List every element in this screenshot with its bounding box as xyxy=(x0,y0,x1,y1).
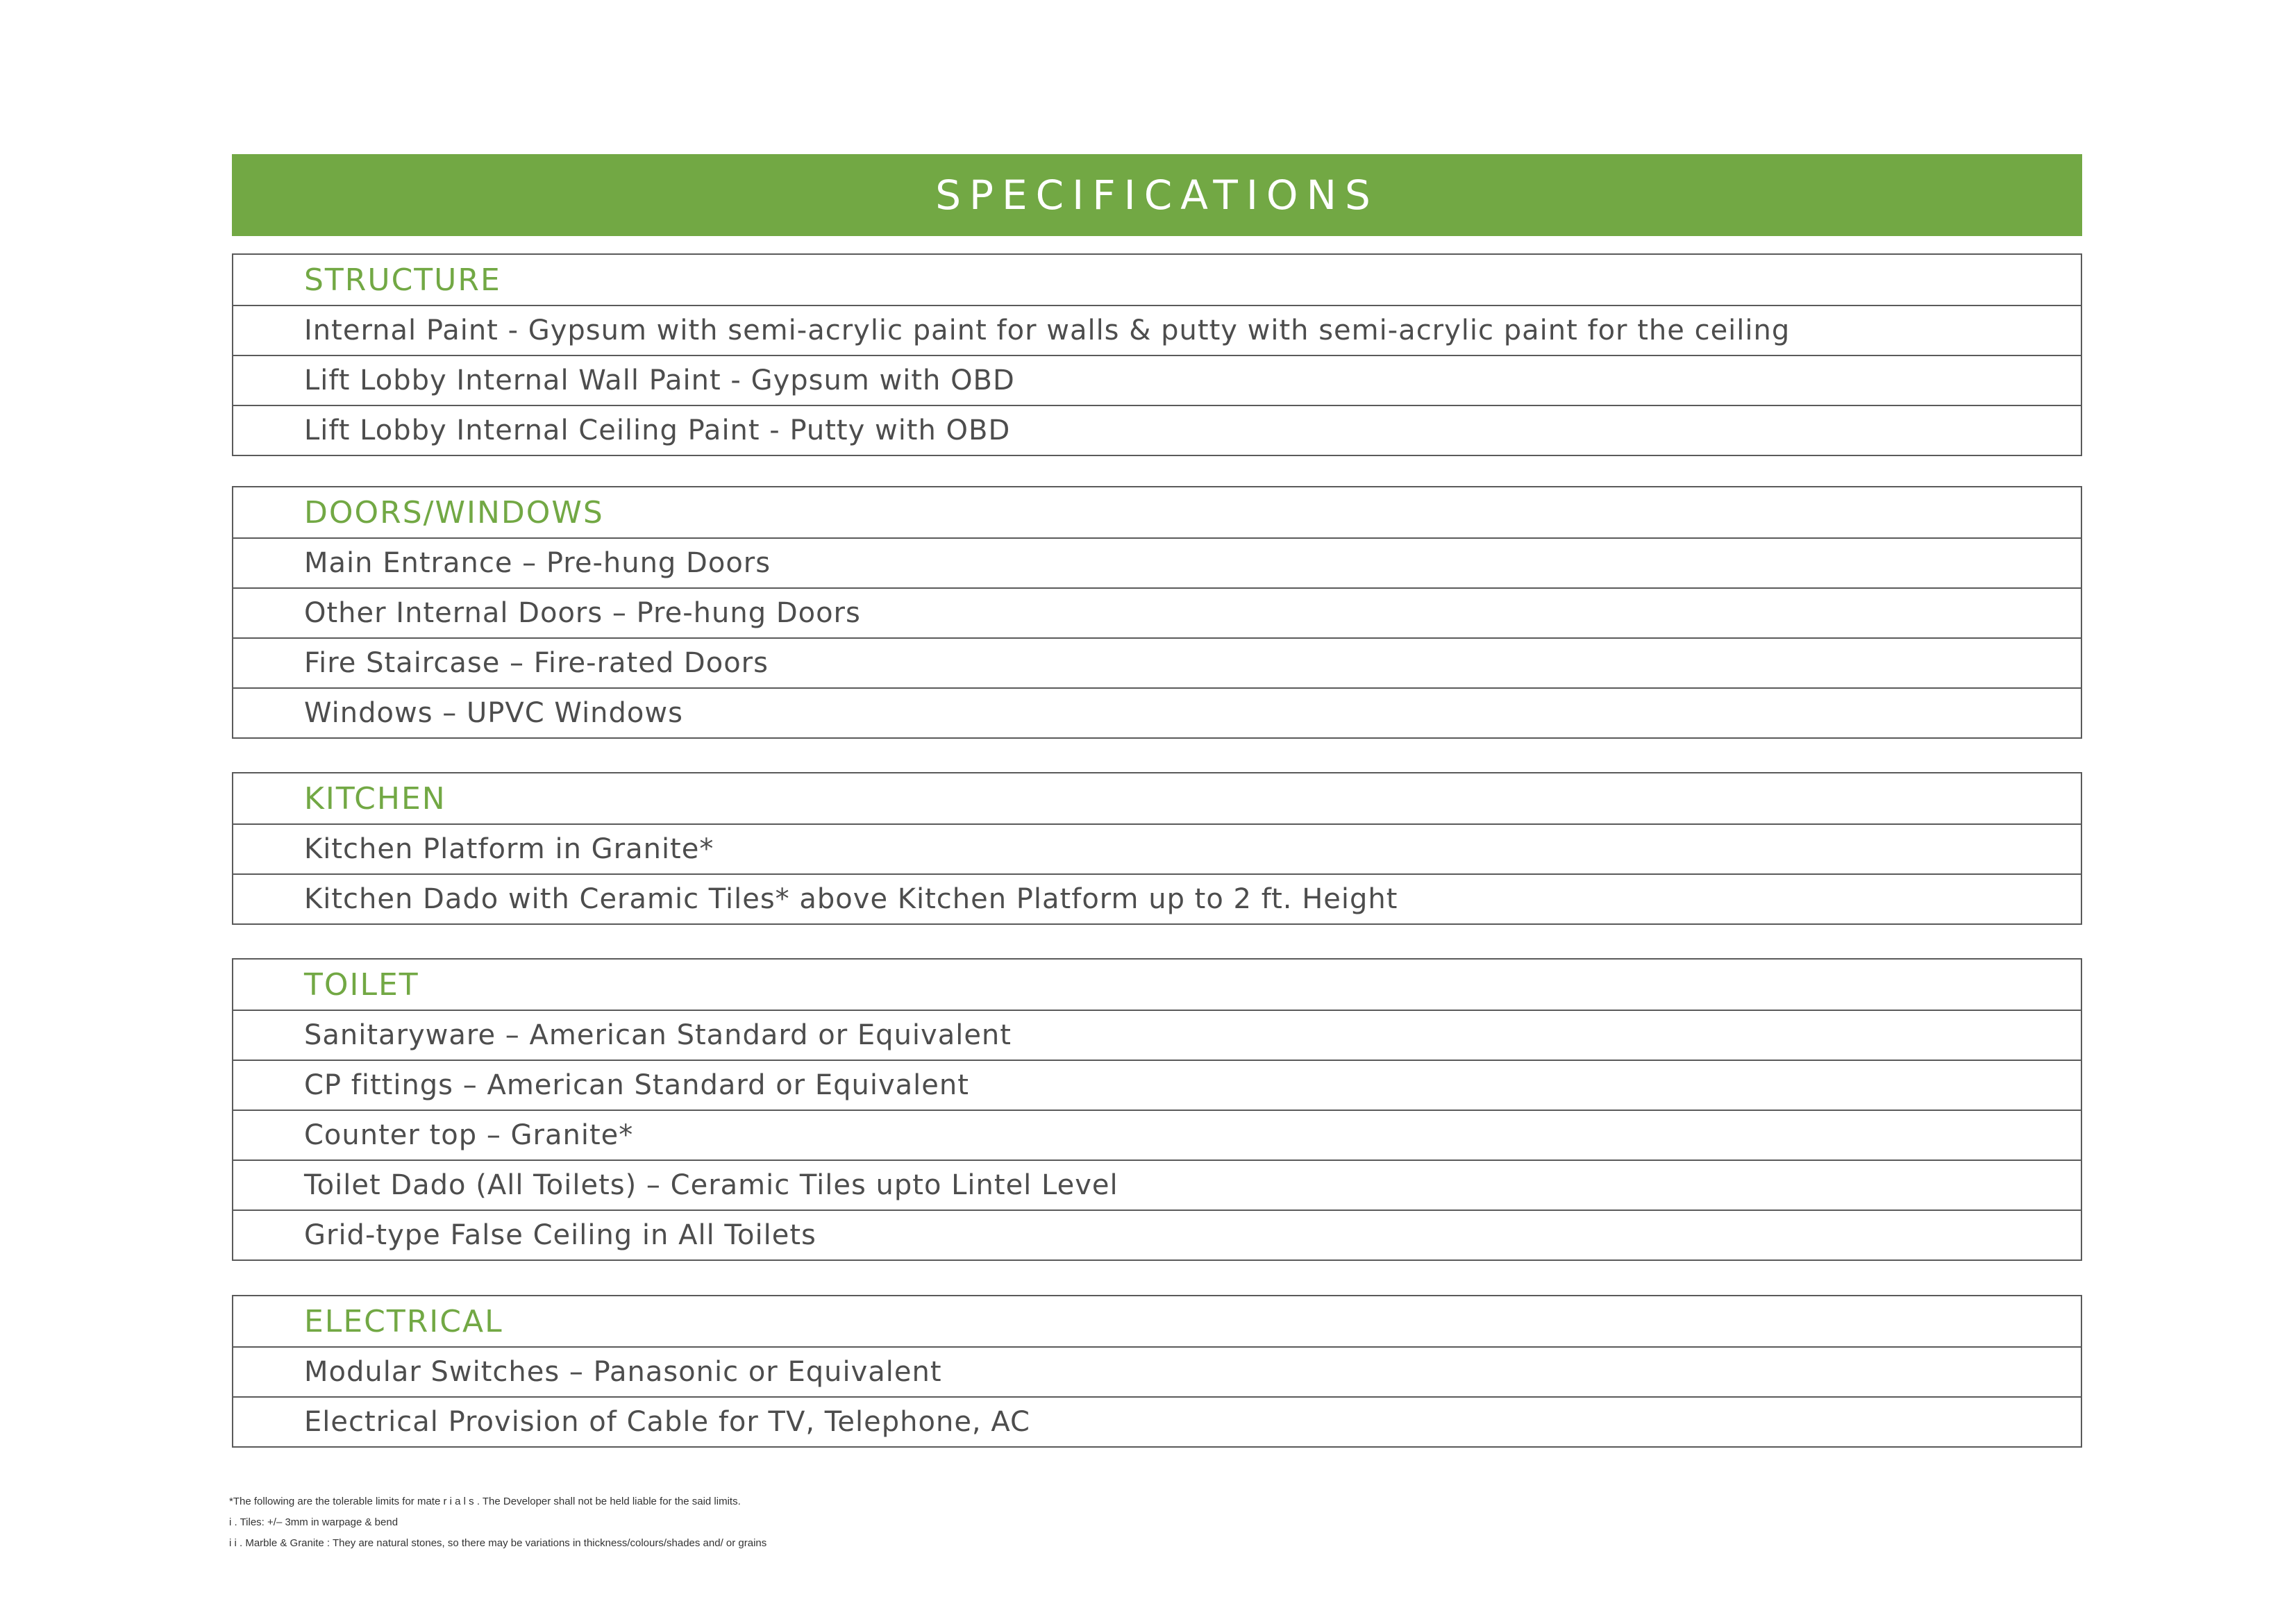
footnote-marble-granite: i i . Marble & Granite : They are natural stones, so there may be variations in thickness/colours/shades and/ or grains xyxy=(229,1537,767,1549)
section-heading: DOORS/WINDOWS xyxy=(304,494,604,530)
spec-item: Fire Staircase – Fire-rated Doors xyxy=(233,637,2081,687)
spec-item: Kitchen Dado with Ceramic Tiles* above Kitchen Platform up to 2 ft. Height xyxy=(233,873,2081,923)
spec-item: Grid-type False Ceiling in All Toilets xyxy=(233,1209,2081,1259)
spec-item: Kitchen Platform in Granite* xyxy=(233,823,2081,873)
spec-item: Windows – UPVC Windows xyxy=(233,687,2081,737)
spec-item: Electrical Provision of Cable for TV, Telephone, AC xyxy=(233,1396,2081,1446)
section-heading: TOILET xyxy=(304,966,419,1003)
footnote-tolerance: *The following are the tolerable limits for mate r i a l s . The Developer shall not be held liable for the said limits. xyxy=(229,1496,741,1507)
page-title: SPECIFICATIONS xyxy=(935,171,1379,219)
spec-item: Main Entrance – Pre-hung Doors xyxy=(233,537,2081,587)
spec-item: Sanitaryware – American Standard or Equivalent xyxy=(233,1010,2081,1060)
section-kitchen xyxy=(232,772,2082,925)
footnote-tiles: i . Tiles: +/– 3mm in warpage & bend xyxy=(229,1516,399,1528)
section-structure xyxy=(232,253,2082,456)
spec-item: Toilet Dado (All Toilets) – Ceramic Tiles upto Lintel Level xyxy=(233,1160,2081,1209)
spec-item: Internal Paint - Gypsum with semi-acrylic paint for walls & putty with semi-acrylic paint for the ceiling xyxy=(233,305,2081,355)
footnotes xyxy=(229,1491,766,1554)
section-heading: KITCHEN xyxy=(304,780,446,817)
section-heading: STRUCTURE xyxy=(304,262,501,298)
section-electrical xyxy=(232,1295,2082,1448)
spec-item: Other Internal Doors – Pre-hung Doors xyxy=(233,587,2081,637)
spec-item: CP fittings – American Standard or Equivalent xyxy=(233,1060,2081,1110)
spec-item: Lift Lobby Internal Wall Paint - Gypsum with OBD xyxy=(233,355,2081,405)
section-toilet xyxy=(232,958,2082,1261)
section-doors-windows xyxy=(232,486,2082,739)
spec-item: Modular Switches – Panasonic or Equivalent xyxy=(233,1346,2081,1396)
specifications-banner xyxy=(232,154,2082,236)
spec-item: Lift Lobby Internal Ceiling Paint - Putty with OBD xyxy=(233,405,2081,455)
spec-item: Counter top – Granite* xyxy=(233,1110,2081,1160)
section-heading: ELECTRICAL xyxy=(304,1303,503,1339)
